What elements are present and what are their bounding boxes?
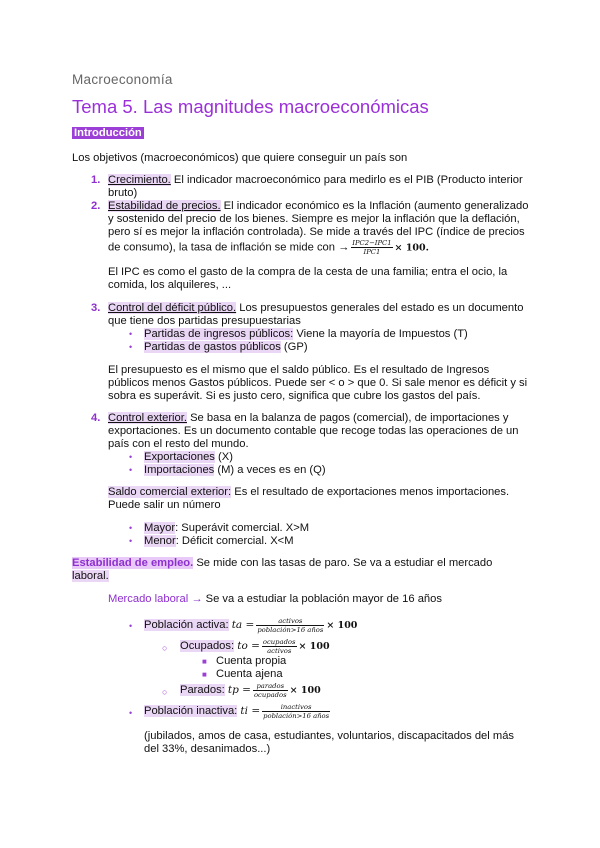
formula-variable: to = xyxy=(237,640,260,652)
list-item-line: bruto) xyxy=(108,187,138,199)
sub-item-gastos xyxy=(144,341,308,354)
term-highlight: Menor xyxy=(144,535,176,547)
inflation-fraction xyxy=(351,239,392,256)
list-item-line: exportaciones. Es un documento contable que recoge todas las operaciones de un xyxy=(108,425,519,437)
mercado-laboral xyxy=(108,593,442,606)
inflation-formula-line xyxy=(108,239,429,256)
activa-fraction xyxy=(256,617,324,634)
list-number: 4. xyxy=(91,412,101,424)
bullet-icon: • xyxy=(129,523,133,533)
fraction-numerator: ocupados xyxy=(262,637,296,646)
term-highlight: Población activa: xyxy=(144,619,229,631)
item-text: Se va a estudiar la población mayor de 16 años xyxy=(202,593,442,605)
formula-variable: ti = xyxy=(240,705,261,717)
paragraph-line: Puede salir un número xyxy=(108,499,221,511)
saldo-comercial xyxy=(108,486,509,499)
bullet-icon: • xyxy=(129,452,133,462)
term-highlight: Partidas de gastos públicos xyxy=(144,341,281,353)
term-highlight: Estabilidad de empleo. xyxy=(72,557,194,569)
bullet-icon: • xyxy=(129,465,133,475)
formula-times: × 100 xyxy=(326,620,358,631)
document-title: Macroeconomía xyxy=(72,72,173,87)
item-text: de consumo), la tasa de inflación se mide con → xyxy=(108,241,350,254)
paragraph-line: El IPC es como el gasto de la compra de la cesta de una familia; entra el ocio, la xyxy=(108,266,508,278)
paragraph-line: El presupuesto es el mismo que el saldo público. Es el resultado de Ingresos xyxy=(108,364,490,376)
term-highlight: Saldo comercial exterior: xyxy=(108,486,232,498)
item-text: Se mide con las tasas de paro. Se va a estudiar el mercado xyxy=(193,557,493,569)
item-text: Se basa en la balanza de pagos (comercial), de importaciones y xyxy=(186,412,509,424)
item-text: Los presupuestos generales del estado es un documento xyxy=(236,302,524,314)
formula-times: × 100 xyxy=(289,685,321,696)
term-highlight: Ocupados: xyxy=(180,640,235,652)
term-highlight: Estabilidad de precios. xyxy=(108,200,221,212)
ocupados-fraction xyxy=(262,638,297,655)
fraction-denominator: IPC1 xyxy=(363,248,381,256)
fraction-denominator: ocupados xyxy=(253,690,287,699)
cuenta-ajena: Cuenta ajena xyxy=(216,668,283,680)
term-highlight: Exportaciones xyxy=(144,451,215,463)
inactiva-fraction xyxy=(262,703,330,720)
term-highlight: Población inactiva: xyxy=(144,705,238,717)
list-item-line: país con el resto del mundo. xyxy=(108,438,249,450)
empleo-section xyxy=(72,557,492,570)
sub-item-menor xyxy=(144,535,294,548)
paragraph-line xyxy=(72,570,109,583)
term-highlight: Crecimiento. xyxy=(108,174,171,186)
term-highlight: Importaciones xyxy=(144,464,215,476)
list-number: 3. xyxy=(91,302,101,314)
section-label-introduccion: Introducción xyxy=(74,127,142,139)
bullet-icon: • xyxy=(129,342,133,352)
term-highlight: Mayor xyxy=(144,522,176,534)
paragraph-line: públicos menos Gastos públicos. Puede ser < o > que 0. Si sale menor es déficit y si xyxy=(108,377,528,389)
list-item-exterior xyxy=(108,412,508,425)
list-number: 2. xyxy=(91,200,101,212)
bullet-icon: • xyxy=(129,621,133,631)
item-text: Viene la mayoría de Impuestos (T) xyxy=(293,328,468,340)
term-highlight: Parados: xyxy=(180,684,225,696)
paragraph-line: (jubilados, amos de casa, estudiantes, voluntarios, discapacitados del más xyxy=(144,730,515,742)
item-text: : Superávit comercial. X>M xyxy=(175,522,310,534)
parados-fraction xyxy=(253,682,288,699)
term-label: Mercado laboral → xyxy=(108,593,203,605)
poblacion-activa xyxy=(144,614,357,637)
fraction-numerator: inactivos xyxy=(262,703,330,712)
item-text: Es el resultado de exportaciones menos importaciones. xyxy=(231,486,510,498)
paragraph-line: comida, los alquileres, ... xyxy=(108,279,232,291)
paragraph-line: sobra es superávit. Si es justo cero, significa que cubre los gastos del país. xyxy=(108,390,481,402)
list-item-line: que tiene dos partidas presupuestarias xyxy=(108,315,301,327)
sub-item-importaciones xyxy=(144,464,326,477)
term-highlight: Control exterior. xyxy=(108,412,187,424)
paragraph-line: del 33%, desanimados...) xyxy=(144,743,271,755)
poblacion-inactiva xyxy=(144,700,332,722)
circle-bullet-icon: ○ xyxy=(162,643,168,653)
term-highlight: Control del déficit público. xyxy=(108,302,237,314)
square-bullet-icon: ■ xyxy=(202,657,207,666)
term-highlight: laboral. xyxy=(72,570,109,582)
formula-times: × 100. xyxy=(394,242,429,254)
sub-item-ingresos xyxy=(144,328,468,341)
item-text: (GP) xyxy=(280,341,308,353)
formula-times: × 100 xyxy=(298,641,330,652)
bullet-icon: • xyxy=(129,708,133,718)
fraction-numerator: parados xyxy=(253,682,288,691)
list-item-deficit xyxy=(108,302,523,315)
item-text: (X) xyxy=(214,451,233,463)
list-item-line: y sostenido del precio de los bienes. Siempre es mejor la inflación que la deflación, xyxy=(108,213,520,225)
parados xyxy=(180,679,321,702)
fraction-denominator: activos xyxy=(267,646,292,655)
item-text: (M) a veces es en (Q) xyxy=(214,464,326,476)
item-text: El indicador macroeconómico para medirlo es el PIB (Producto interior xyxy=(170,174,523,186)
cuenta-propia: Cuenta propia xyxy=(216,655,287,667)
fraction-numerator: activos xyxy=(256,617,324,626)
item-text: El indicador económico es la Inflación (aumento generalizado xyxy=(220,200,529,212)
list-item-precios xyxy=(108,200,528,213)
term-highlight: Partidas de ingresos públicos: xyxy=(144,328,294,340)
page-heading: Tema 5. Las magnitudes macroeconómicas xyxy=(72,96,429,117)
intro-text: Los objetivos (macroeconómicos) que quiere conseguir un país son xyxy=(72,152,408,164)
circle-bullet-icon: ○ xyxy=(162,687,168,697)
bullet-icon: • xyxy=(129,536,133,546)
fraction-denominator: población>16 años xyxy=(263,711,330,720)
sub-item-mayor xyxy=(144,522,309,535)
list-item-line: pero sí es mejor la inflación controlada). Se mide a través del IPC (índice de precios xyxy=(108,226,525,238)
bullet-icon: • xyxy=(129,329,133,339)
formula-variable: tp = xyxy=(227,684,251,696)
item-text: : Déficit comercial. X<M xyxy=(175,535,294,547)
square-bullet-icon: ■ xyxy=(202,670,207,679)
list-item-crecimiento xyxy=(108,174,523,187)
list-number: 1. xyxy=(91,174,101,186)
fraction-numerator: IPC2−IPC1 xyxy=(352,239,392,247)
sub-item-exportaciones xyxy=(144,451,233,464)
fraction-denominator: población>16 años xyxy=(257,625,324,634)
formula-variable: ta = xyxy=(231,619,255,631)
